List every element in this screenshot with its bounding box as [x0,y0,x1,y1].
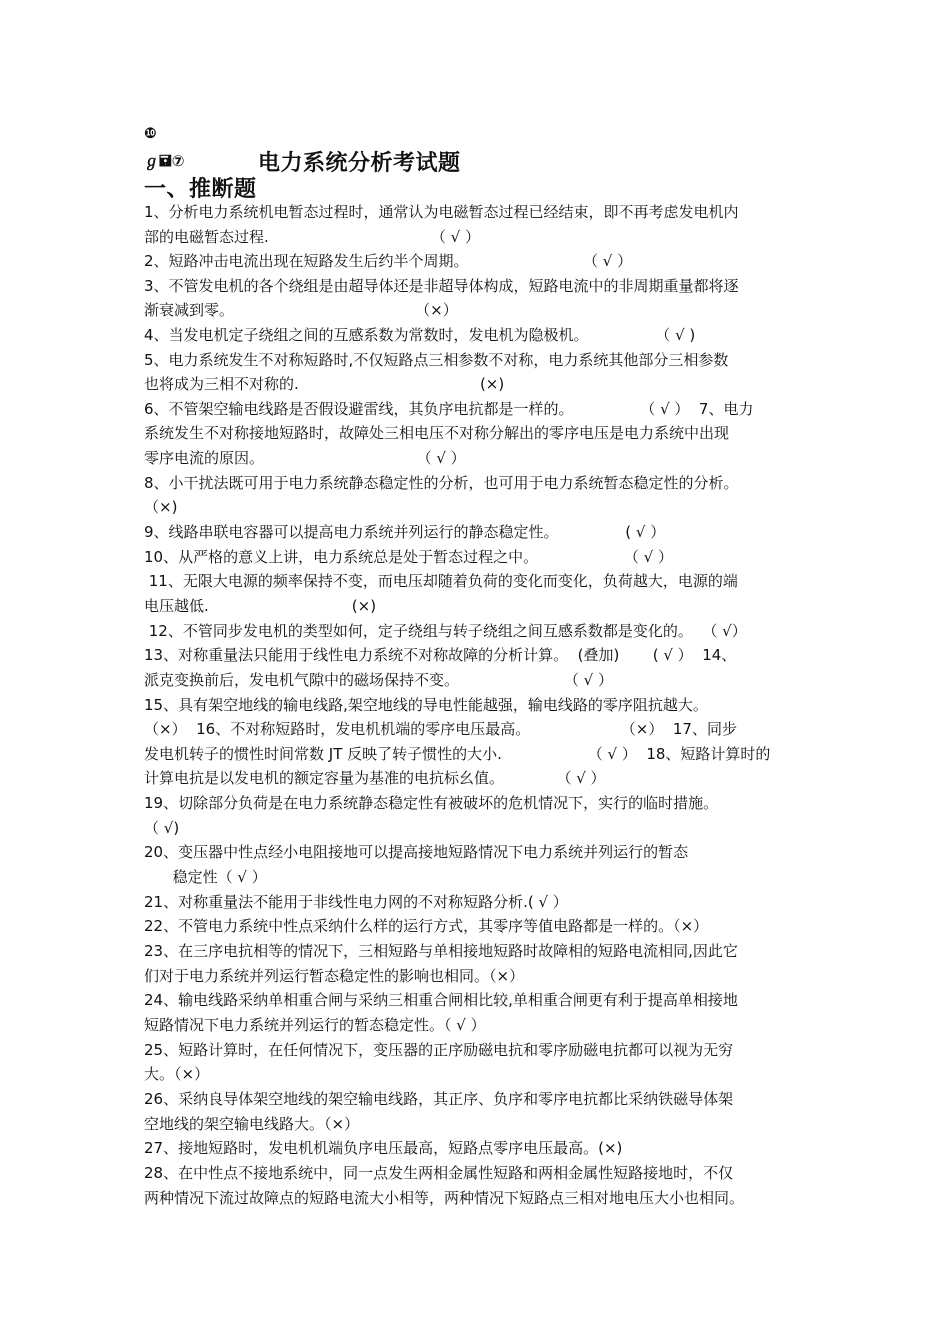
text-line: 计算电抗是以发电机的额定容量为基准的电抗标幺值。 （ √ ） [144,769,606,787]
text-line: 28、在中性点不接地系统中，同一点发生两相金属性短路和两相金属性短路接地时，不仅 [144,1164,734,1182]
text-line: 19、切除部分负荷是在电力系统静态稳定性有被破坏的危机情况下，实行的临时措施。 [144,794,719,812]
text-line: 派克变换前后，发电机气隙中的磁场保持不变。 （ √ ） [144,671,613,689]
text-line: 系统发生不对称接地短路时，故障处三相电压不对称分解出的零序电压是电力系统中出现 [144,424,730,442]
text-line: 12、不管同步发电机的类型如何，定子绕组与转子绕组之间互感系数都是变化的。 （ √） [144,622,747,640]
text-line: 25、短路计算时，在任何情况下，变压器的正序励磁电抗和零序励磁电抗都可以视为无穷 [144,1041,734,1059]
text-line: 13、对称重量法只能用于线性电力系统不对称故障的分析计算。 (叠加) ( √ ） 14、 [144,646,737,664]
text-line: （ √) [144,819,180,837]
circled-ten-mark: ❿ [144,124,157,142]
text-line: 4、当发电机定子绕组之间的互感系数为常数时，发电机为隐极机。 （ √ ) [144,326,696,344]
text-line: 8、小干扰法既可用于电力系统静态稳定性的分析，也可用于电力系统暂态稳定性的分析。 [144,474,739,492]
text-line: 11、无限大电源的频率保持不变，而电压却随着负荷的变化而变化，负荷越大，电源的端 [144,572,738,590]
text-line: 15、具有架空地线的输电线路,架空地线的导电性能越强，输电线路的零序阻抗越大。 [144,696,708,714]
text-line: 24、输电线路采纳单相重合闸与采纳三相重合闸相比较,单相重合闸更有利于提高单相接地 [144,991,738,1009]
text-line: （×) [144,498,178,516]
text-line: 两种情况下流过故障点的短路电流大小相等，两种情况下短路点三相对地电压大小也相同。 [144,1189,745,1207]
text-line: 27、接地短路时，发电机机端负序电压最高，短路点零序电压最高。(×) [144,1139,623,1157]
text-line: 渐衰减到零。 （×） [144,301,458,319]
text-line: 发电机转子的惯性时间常数 JT 反映了转子惯性的大小. （ √ ） 18、短路计算时的 [144,745,771,763]
section-heading: 一、推断题 [144,177,257,202]
text-line: 5、电力系统发生不对称短路时,不仅短路点三相参数不对称，电力系统其他部分三相参数 [144,351,729,369]
text-line: 20、变压器中性点经小电阻接地可以提高接地短路情况下电力系统并列运行的暂态 [144,843,689,861]
text-line: 1、分析电力系统机电暂态过程时，通常认为电磁暂态过程已经结束，即不再考虑发电机内 [144,203,739,221]
text-line: 部的电磁暂态过程. （ √ ） [144,228,480,246]
text-line: 2、短路冲击电流出现在短路发生后约半个周期。 （ √ ） [144,252,633,270]
text-line: 电压越低. (×) [144,597,377,615]
text-line: 们对于电力系统并列运行暂态稳定性的影响也相同。（×） [144,967,525,985]
text-line: 3、不管发电机的各个绕组是由超导体还是非超导体构成，短路电流中的非周期重量都将逐 [144,277,739,295]
text-line: 空地线的架空输电线路大。（×） [144,1115,360,1133]
text-line: 9、线路串联电容器可以提高电力系统并列运行的静态稳定性。 ( √ ） [144,523,666,541]
text-line: 22、不管电力系统中性点采纳什么样的运行方式，其零序等值电路都是一样的。（×） [144,917,709,935]
symbol-glyphs: ℊ🖬⑦ [144,152,185,170]
text-line: 也将成为三相不对称的. (×) [144,375,505,393]
text-line: （×） 16、不对称短路时，发电机机端的零序电压最高。 （×） 17、同步 [144,720,737,738]
text-line: 大。（×） [144,1065,210,1083]
text-line: 短路情况下电力系统并列运行的暂态稳定性。（ √ ） [144,1016,486,1034]
text-line: 21、对称重量法不能用于非线性电力网的不对称短路分析.( √ ） [144,893,568,911]
document-title: 电力系统分析考试题 [258,151,461,176]
text-line: 6、不管架空输电线路是否假设避雷线，其负序电抗都是一样的。 （ √ ） 7、电力 [144,400,754,418]
text-line: 稳定性（ √ ） [144,868,267,886]
text-line: 10、从严格的意义上讲，电力系统总是处于暂态过程之中。 （ √ ） [144,548,674,566]
text-line: 26、采纳良导体架空地线的架空输电线路，其正序、负序和零序电抗都比采纳铁磁导体架 [144,1090,734,1108]
text-line: 零序电流的原因。 （ √ ） [144,449,466,467]
text-line: 23、在三序电抗相等的情况下，三相短路与单相接地短路时故障相的短路电流相同,因此它 [144,942,738,960]
